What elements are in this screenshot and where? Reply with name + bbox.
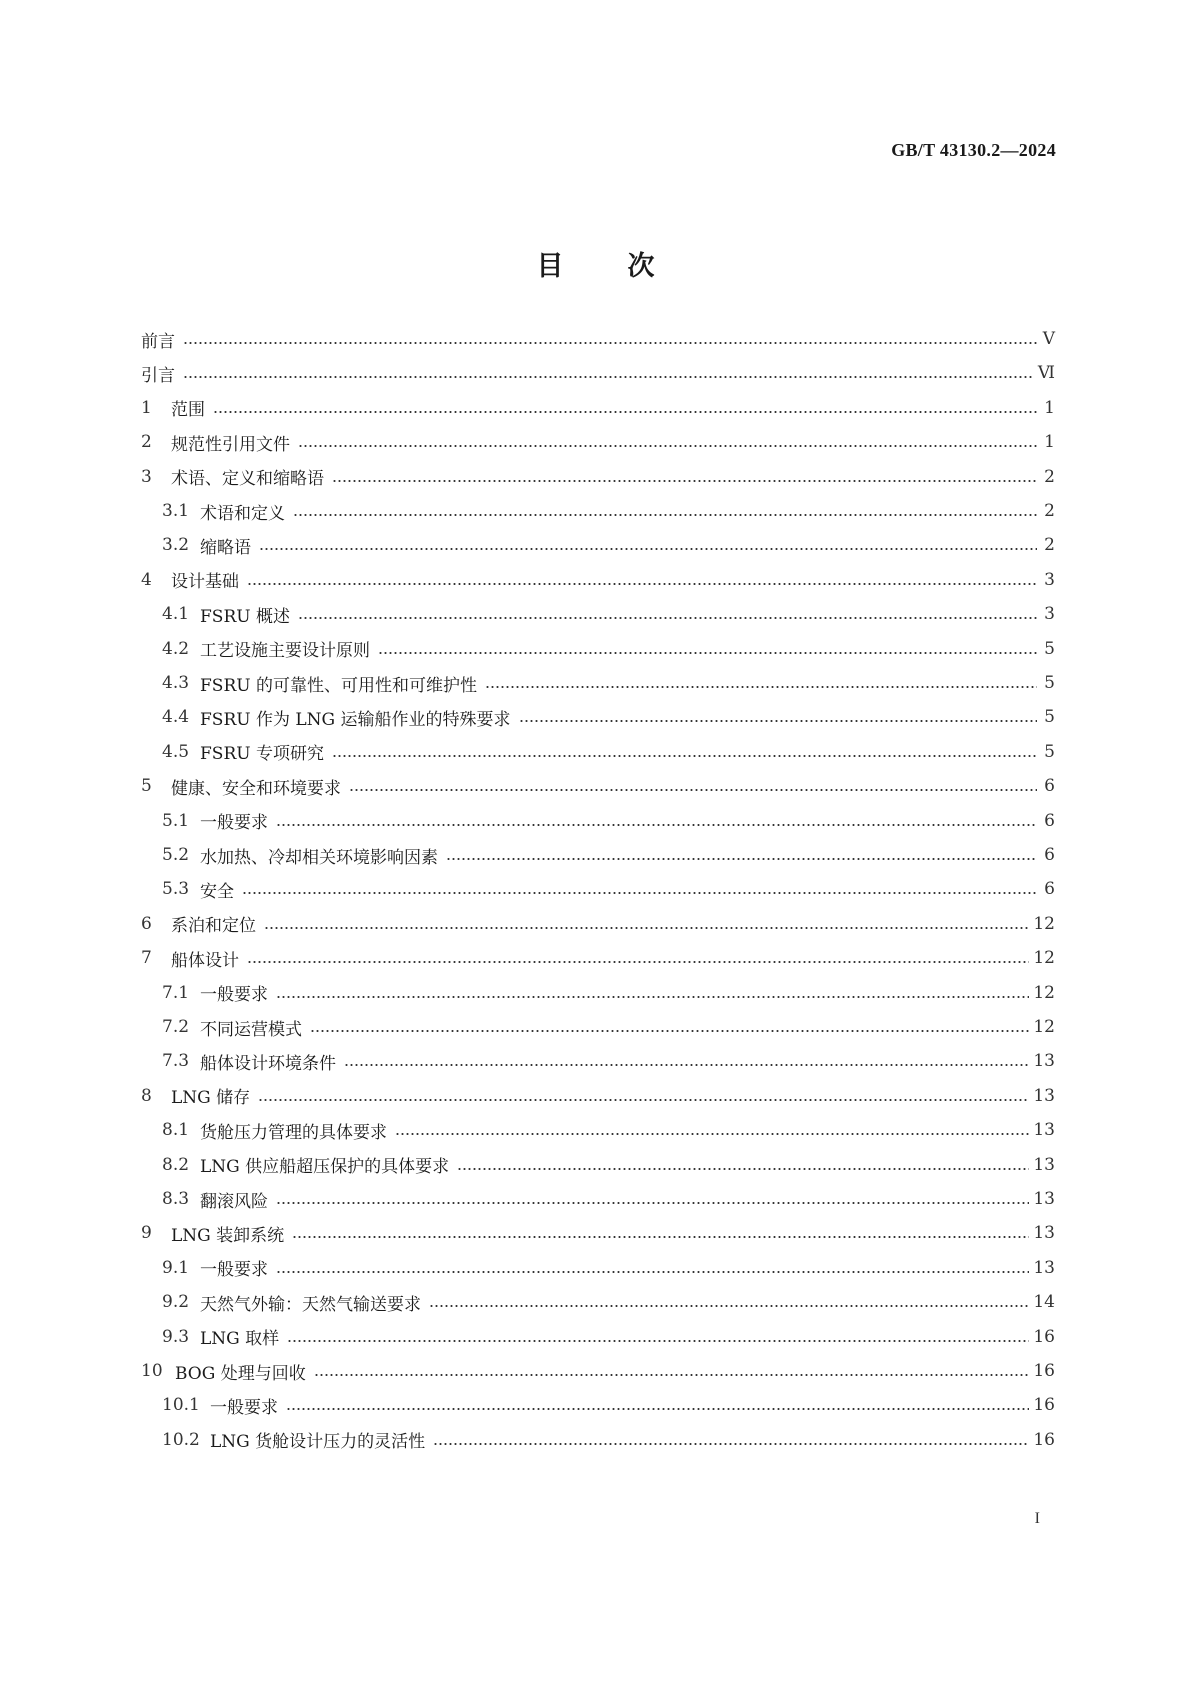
dot-leader bbox=[332, 480, 1037, 482]
dot-leader bbox=[242, 892, 1037, 894]
toc-entry[interactable] bbox=[162, 631, 1055, 667]
dot-leader bbox=[276, 824, 1037, 826]
toc-entry-page: 13 bbox=[1033, 1154, 1055, 1175]
toc-entry-number: 3.2 bbox=[162, 535, 190, 556]
toc-title bbox=[0, 244, 1191, 283]
toc-entry-number: 7.2 bbox=[162, 1017, 190, 1037]
toc-entry[interactable] bbox=[141, 1078, 1055, 1114]
toc-entry-number: 9.3 bbox=[162, 1326, 190, 1347]
dot-leader bbox=[264, 927, 1029, 929]
toc-entry-label: 健康、安全和环境要求 bbox=[171, 778, 341, 799]
dot-leader bbox=[332, 755, 1037, 757]
toc-entry[interactable] bbox=[162, 665, 1055, 701]
toc-entry-number: 7.3 bbox=[162, 1051, 190, 1072]
dot-leader bbox=[433, 1443, 1029, 1445]
toc-entry-label: 船体设计 bbox=[171, 950, 239, 971]
dot-leader bbox=[293, 514, 1037, 516]
toc-entry-label: 范围 bbox=[171, 400, 205, 421]
dot-leader bbox=[258, 1099, 1029, 1101]
toc-entry-number: 4.5 bbox=[162, 741, 190, 762]
toc-entry-number: 5.1 bbox=[162, 810, 190, 831]
toc-entry-page: 12 bbox=[1033, 948, 1055, 969]
toc-entry-number: 10 bbox=[141, 1361, 163, 1381]
toc-entry[interactable] bbox=[141, 459, 1055, 495]
toc-entry[interactable] bbox=[162, 596, 1055, 632]
toc-entry-label: 安全 bbox=[200, 881, 234, 902]
toc-entry-number: 3.1 bbox=[162, 501, 190, 521]
dot-leader bbox=[378, 652, 1037, 654]
dot-leader bbox=[292, 1236, 1029, 1238]
dot-leader bbox=[349, 789, 1037, 791]
dot-leader bbox=[395, 1133, 1029, 1135]
toc-entry-number: 4.4 bbox=[162, 707, 190, 728]
toc-entry-label: LNG 取样 bbox=[200, 1329, 280, 1350]
dot-leader bbox=[276, 996, 1029, 998]
dot-leader bbox=[287, 1340, 1029, 1342]
toc-entry-number: 10.2 bbox=[162, 1429, 200, 1450]
toc-entry[interactable] bbox=[141, 768, 1055, 804]
toc-entry-number: 2 bbox=[141, 432, 152, 453]
toc-entry-label: 术语、定义和缩略语 bbox=[171, 469, 324, 490]
page-folio: I bbox=[1034, 1510, 1040, 1527]
dot-leader bbox=[247, 961, 1029, 963]
toc-entry[interactable] bbox=[162, 803, 1055, 839]
dot-leader bbox=[259, 548, 1037, 550]
toc-entry-label: LNG 储存 bbox=[171, 1088, 251, 1109]
toc-entry[interactable] bbox=[162, 1387, 1055, 1423]
toc-entry-page: 12 bbox=[1033, 982, 1055, 1003]
dot-leader bbox=[276, 1271, 1029, 1273]
toc-entry-label: 前言 bbox=[141, 331, 175, 352]
toc-entry-number: 4.1 bbox=[162, 604, 190, 625]
toc-entry[interactable] bbox=[141, 424, 1055, 460]
toc-entry-page: 14 bbox=[1033, 1292, 1055, 1313]
toc-entry-page: 5 bbox=[1044, 673, 1055, 693]
toc-entry[interactable] bbox=[162, 1112, 1055, 1148]
toc-entry[interactable] bbox=[162, 1147, 1055, 1183]
dot-leader bbox=[298, 617, 1037, 619]
toc-entry-label: 水加热、冷却相关环境影响因素 bbox=[200, 847, 438, 868]
toc-entry-number: 9 bbox=[141, 1223, 152, 1244]
toc-entry[interactable] bbox=[162, 1009, 1055, 1045]
toc-entry-page: 13 bbox=[1033, 1223, 1055, 1244]
toc-entry-page: Ⅵ bbox=[1037, 363, 1055, 384]
toc-entry[interactable] bbox=[162, 1250, 1055, 1286]
toc-entry[interactable] bbox=[162, 734, 1055, 770]
toc-entry-label: 不同运营模式 bbox=[200, 1019, 302, 1040]
toc-entry-label: 翻滚风险 bbox=[200, 1191, 268, 1212]
toc-entry-number: 6 bbox=[141, 913, 152, 934]
toc-entry-page: 2 bbox=[1044, 501, 1055, 521]
toc-entry-label: 货舱压力管理的具体要求 bbox=[200, 1122, 387, 1143]
toc-entry-page: 16 bbox=[1033, 1326, 1055, 1347]
toc-entry[interactable] bbox=[141, 906, 1055, 942]
standard-number: GB/T 43130.2—2024 bbox=[891, 140, 1056, 160]
toc-entry-label: 一般要求 bbox=[210, 1397, 278, 1418]
toc-entry-label: 一般要求 bbox=[200, 985, 268, 1006]
toc-entry-label: LNG 供应船超压保护的具体要求 bbox=[200, 1157, 450, 1178]
toc-entry-number: 4 bbox=[141, 569, 152, 590]
dot-leader bbox=[286, 1408, 1029, 1410]
dot-leader bbox=[310, 1030, 1029, 1032]
toc-entry-page: 2 bbox=[1044, 466, 1055, 487]
toc-entry[interactable] bbox=[162, 1043, 1055, 1079]
toc-title-char-1: 目 bbox=[536, 251, 564, 282]
toc-entry-label: 一般要求 bbox=[200, 813, 268, 834]
dot-leader bbox=[429, 1305, 1029, 1307]
toc-entry-label: 规范性引用文件 bbox=[171, 434, 290, 455]
toc-entry[interactable] bbox=[141, 390, 1055, 426]
dot-leader bbox=[298, 445, 1037, 447]
toc-entry-number: 3 bbox=[141, 466, 152, 487]
toc-entry-page: 6 bbox=[1044, 776, 1055, 797]
toc-entry-page: 13 bbox=[1033, 1257, 1055, 1278]
toc-entry[interactable] bbox=[162, 1181, 1055, 1217]
toc-entry-page: 12 bbox=[1033, 913, 1055, 934]
toc-entry-page: 5 bbox=[1044, 741, 1055, 762]
toc-entry-page: 13 bbox=[1033, 1189, 1055, 1209]
toc-entry-label: 术语和定义 bbox=[200, 503, 285, 524]
toc-entry-page: 6 bbox=[1044, 845, 1055, 865]
toc-entry-number: 5.3 bbox=[162, 879, 190, 900]
toc-entry-page: 3 bbox=[1044, 569, 1055, 590]
toc-entry-label: 船体设计环境条件 bbox=[200, 1053, 336, 1074]
toc-entry[interactable] bbox=[162, 527, 1055, 563]
toc-entry[interactable] bbox=[141, 321, 1055, 357]
dot-leader bbox=[314, 1374, 1030, 1376]
toc-entry[interactable] bbox=[141, 355, 1055, 391]
toc-entry-number: 1 bbox=[141, 397, 152, 418]
dot-leader bbox=[344, 1064, 1029, 1066]
toc-entry-number: 5 bbox=[141, 776, 152, 797]
toc-entry-number: 8.1 bbox=[162, 1120, 190, 1141]
toc-entry-page: Ⅴ bbox=[1042, 329, 1055, 349]
toc-entry[interactable] bbox=[141, 1215, 1055, 1251]
toc-entry-page: 13 bbox=[1033, 1085, 1055, 1106]
toc-entry-label: 引言 bbox=[141, 365, 175, 386]
toc-entry-page: 13 bbox=[1033, 1120, 1055, 1141]
toc-entry[interactable] bbox=[141, 940, 1055, 976]
toc-entry-page: 6 bbox=[1044, 810, 1055, 831]
toc-entry-label: BOG 处理与回收 bbox=[175, 1363, 306, 1384]
toc-entry-number: 7.1 bbox=[162, 982, 190, 1003]
toc-entry-label: 设计基础 bbox=[171, 572, 239, 593]
toc-entry[interactable] bbox=[162, 975, 1055, 1011]
toc-entry-page: 2 bbox=[1044, 535, 1055, 556]
toc-entry-number: 8.3 bbox=[162, 1189, 190, 1209]
toc-entry-label: 系泊和定位 bbox=[171, 916, 256, 937]
toc-entry-page: 5 bbox=[1044, 707, 1055, 728]
toc-entry[interactable] bbox=[162, 837, 1055, 873]
toc-entry-page: 3 bbox=[1044, 604, 1055, 625]
dot-leader bbox=[247, 583, 1037, 585]
toc-entry-number: 8 bbox=[141, 1085, 152, 1106]
toc-entry-label: 缩略语 bbox=[200, 537, 251, 558]
toc-entry[interactable] bbox=[162, 1284, 1055, 1320]
toc-entry[interactable] bbox=[162, 699, 1055, 735]
toc-entry-page: 16 bbox=[1033, 1395, 1055, 1416]
toc-entry-page: 16 bbox=[1033, 1361, 1055, 1381]
dot-leader bbox=[183, 376, 1034, 378]
toc-entry-page: 12 bbox=[1033, 1017, 1055, 1037]
toc-entry-page: 6 bbox=[1044, 879, 1055, 900]
toc-entry-label: 一般要求 bbox=[200, 1260, 268, 1281]
toc-entry-number: 7 bbox=[141, 948, 152, 969]
toc-entry[interactable] bbox=[162, 871, 1055, 907]
dot-leader bbox=[446, 858, 1037, 860]
toc-entry-label: FSRU 的可靠性、可用性和可维护性 bbox=[200, 675, 477, 696]
dot-leader bbox=[457, 1168, 1029, 1170]
toc-entry-page: 1 bbox=[1044, 397, 1055, 418]
toc-entry[interactable] bbox=[141, 562, 1055, 598]
dot-leader bbox=[276, 1202, 1029, 1204]
toc-entry-label: 天然气外输：天然气输送要求 bbox=[200, 1294, 421, 1315]
toc-entry[interactable] bbox=[162, 493, 1055, 529]
dot-leader bbox=[183, 342, 1037, 344]
toc-entry-label: 工艺设施主要设计原则 bbox=[200, 641, 370, 662]
toc-entry[interactable] bbox=[162, 1319, 1055, 1355]
toc-entry-number: 10.1 bbox=[162, 1395, 200, 1416]
toc-entry-number: 5.2 bbox=[162, 845, 190, 865]
toc-entry-number: 9.1 bbox=[162, 1257, 190, 1278]
toc-entry-label: LNG 装卸系统 bbox=[171, 1225, 285, 1246]
toc-entry-label: LNG 货舱设计压力的灵活性 bbox=[210, 1432, 426, 1453]
toc-entry-page: 1 bbox=[1044, 432, 1055, 453]
toc-entry-page: 5 bbox=[1044, 638, 1055, 659]
dot-leader bbox=[519, 720, 1037, 722]
toc-entry-label: FSRU 专项研究 bbox=[200, 744, 324, 765]
toc-entry-number: 9.2 bbox=[162, 1292, 190, 1313]
toc-entry-number: 4.2 bbox=[162, 638, 190, 659]
toc-entry-label: FSRU 作为 LNG 运输船作业的特殊要求 bbox=[200, 709, 511, 730]
toc-entry-label: FSRU 概述 bbox=[200, 606, 290, 627]
dot-leader bbox=[213, 411, 1037, 413]
toc-title-char-2: 次 bbox=[627, 251, 655, 282]
toc-entry[interactable] bbox=[141, 1353, 1055, 1389]
toc-entry-page: 16 bbox=[1033, 1429, 1055, 1450]
toc-entry-number: 8.2 bbox=[162, 1154, 190, 1175]
toc-entry-page: 13 bbox=[1033, 1051, 1055, 1072]
toc-entry[interactable] bbox=[162, 1422, 1055, 1458]
dot-leader bbox=[485, 686, 1037, 688]
toc-entry-number: 4.3 bbox=[162, 673, 190, 693]
